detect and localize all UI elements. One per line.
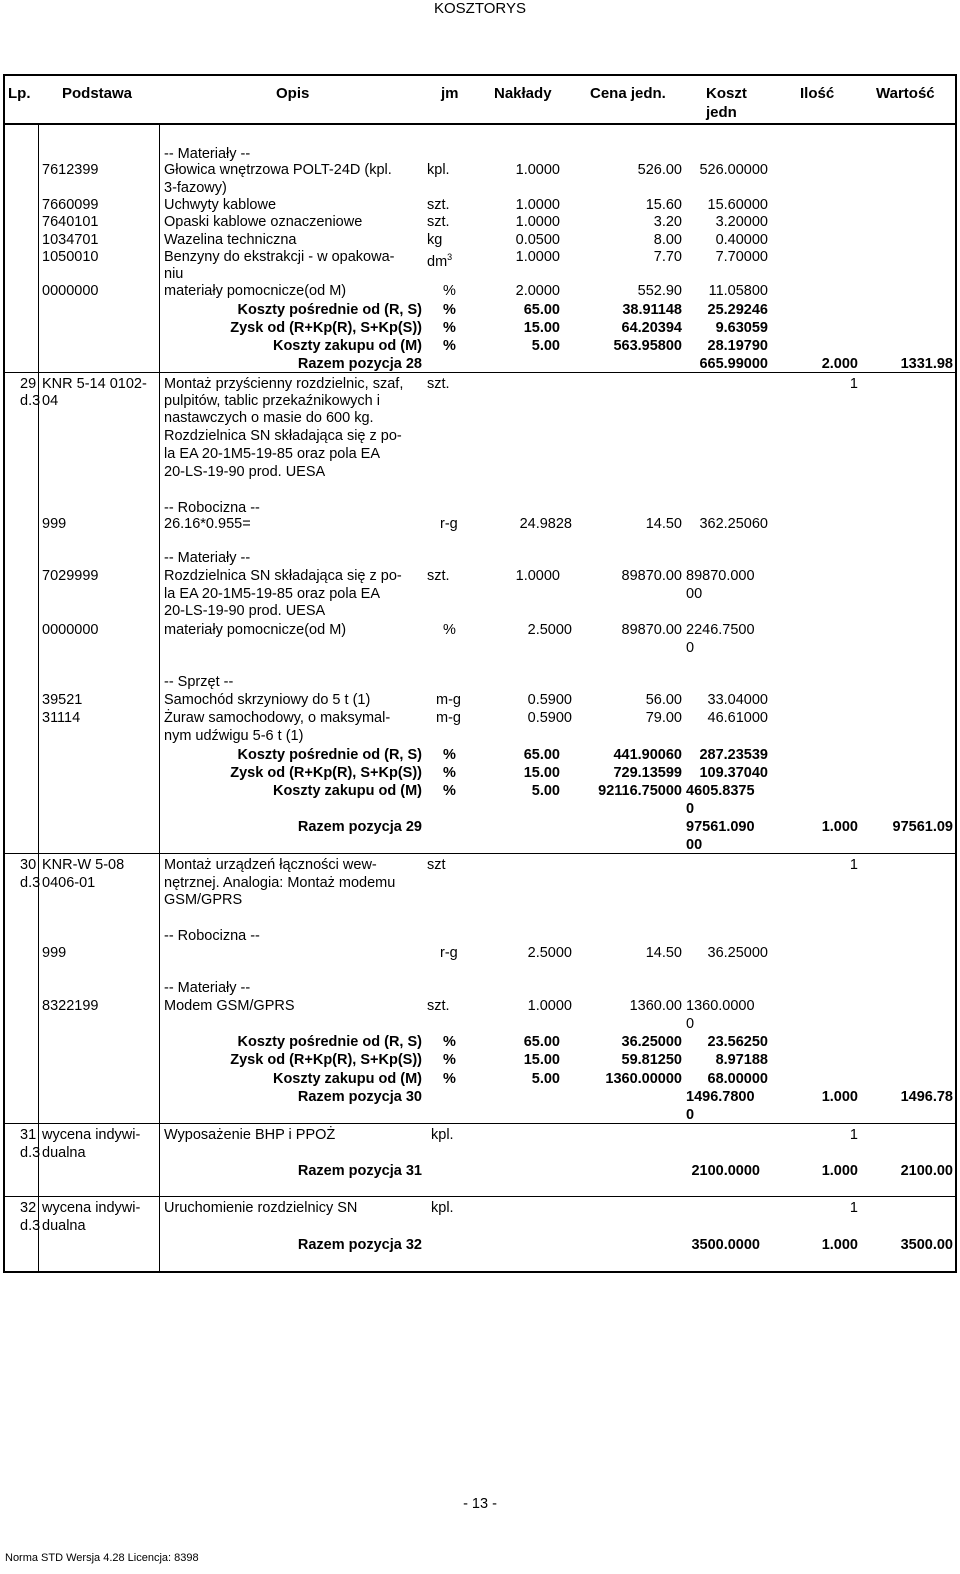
position-desc: Rozdzielnica SN składająca się z po- xyxy=(164,428,402,444)
summary-label: Zysk od (R+Kp(R), S+Kp(S)) xyxy=(230,1052,422,1068)
razem-koszt: 3500.0000 xyxy=(691,1237,760,1253)
row-naklady: 1.0000 xyxy=(515,197,560,213)
razem-ilosc: 2.000 xyxy=(821,356,858,372)
summary-koszt: 28.19790 xyxy=(707,338,768,354)
row-jm: szt. xyxy=(427,197,450,213)
summary-jm: % xyxy=(443,783,456,799)
summary-koszt: 25.29246 xyxy=(707,302,768,318)
row-naklady: 1.0000 xyxy=(515,249,560,265)
section-head-materialy: -- Materiały -- xyxy=(164,980,251,996)
row-koszt: 2246.7500 xyxy=(686,622,755,638)
row-cena: 89870.00 xyxy=(621,622,682,638)
position-desc: 20-LS-19-90 prod. UESA xyxy=(164,464,326,480)
summary-naklady: 15.00 xyxy=(523,765,560,781)
razem-wartosc: 3500.00 xyxy=(900,1237,953,1253)
row-cena: 1360.00 xyxy=(629,998,682,1014)
razem-wartosc: 1331.98 xyxy=(900,356,953,372)
position-desc: Montaż przyścienny rozdzielnic, szaf, xyxy=(164,376,404,392)
summary-cena: 1360.00000 xyxy=(605,1071,682,1087)
row-jm: m-g xyxy=(436,692,461,708)
summary-label: Koszty zakupu od (M) xyxy=(272,783,422,799)
row-koszt: 362.25060 xyxy=(699,516,768,532)
position-desc: GSM/GPRS xyxy=(164,892,243,908)
summary-label: Koszty pośrednie od (R, S) xyxy=(237,1034,422,1050)
header-opis: Opis xyxy=(276,85,310,102)
podstawa-code-cont: dualna xyxy=(42,1218,86,1234)
row-opis-cont: nym udźwigu 5-6 t (1) xyxy=(164,728,304,744)
row-jm: r-g xyxy=(440,516,458,532)
row-cena: 89870.00 xyxy=(621,568,682,584)
razem-ilosc: 1.000 xyxy=(821,819,858,835)
row-code: 7660099 xyxy=(42,197,99,213)
row-cena: 56.00 xyxy=(645,692,682,708)
row-naklady: 0.5900 xyxy=(527,710,572,726)
summary-naklady: 15.00 xyxy=(523,320,560,336)
row-opis: Uchwyty kablowe xyxy=(164,197,277,213)
row-koszt: 526.00000 xyxy=(699,162,768,178)
row-cena: 15.60 xyxy=(645,197,682,213)
row-jm: szt. xyxy=(427,214,450,230)
summary-cena: 441.90060 xyxy=(613,747,682,763)
podstawa-code-cont: 04 xyxy=(42,393,59,409)
summary-naklady: 5.00 xyxy=(531,783,560,799)
header-naklady: Nakłady xyxy=(494,85,552,102)
row-opis: Opaski kablowe oznaczeniowe xyxy=(164,214,363,230)
summary-koszt: 8.97188 xyxy=(715,1052,768,1068)
footer-license: Norma STD Wersja 4.28 Licencja: 8398 xyxy=(5,1552,199,1564)
row-naklady: 1.0000 xyxy=(515,214,560,230)
lp-suffix: d.3 xyxy=(20,1218,41,1234)
row-opis: 26.16*0.955= xyxy=(164,516,251,532)
razem-koszt: 97561.090 xyxy=(686,819,755,835)
row-koszt: 7.70000 xyxy=(715,249,768,265)
podstawa-code: KNR-W 5-08 xyxy=(42,857,125,873)
header-koszt: Koszt xyxy=(706,85,747,102)
row-koszt-cont: 0 xyxy=(686,1016,695,1032)
position-desc: nastawczych o masie do 600 kg. xyxy=(164,410,374,426)
summary-cena: 64.20394 xyxy=(621,320,682,336)
position-jm: kpl. xyxy=(431,1127,454,1143)
position-divider xyxy=(3,1196,957,1197)
header-wartosc: Wartość xyxy=(876,85,935,102)
row-koszt: 36.25000 xyxy=(707,945,768,961)
podstawa-code-cont: dualna xyxy=(42,1145,86,1161)
row-naklady: 2.0000 xyxy=(515,283,560,299)
summary-jm: % xyxy=(443,765,456,781)
lp-suffix: d.3 xyxy=(20,875,41,891)
summary-koszt: 68.00000 xyxy=(707,1071,768,1087)
position-desc: pulpitów, tablic przekaźnikowych i xyxy=(164,393,380,409)
position-jm: szt xyxy=(427,857,446,873)
razem-ilosc: 1.000 xyxy=(821,1237,858,1253)
row-opis: Głowica wnętrzowa POLT-24D (kpl. xyxy=(164,162,392,178)
table-left-border xyxy=(3,74,5,1272)
table-top-border xyxy=(3,74,957,76)
razem-label: Razem pozycja 29 xyxy=(297,819,422,835)
row-koszt-cont: 0 xyxy=(686,640,695,656)
row-naklady: 1.0000 xyxy=(515,568,560,584)
row-koszt-cont: 00 xyxy=(686,586,703,602)
row-code: 1034701 xyxy=(42,232,99,248)
summary-naklady: 65.00 xyxy=(523,302,560,318)
razem-koszt: 2100.0000 xyxy=(691,1163,760,1179)
podstawa-code-cont: 0406-01 xyxy=(42,875,96,891)
summary-naklady: 65.00 xyxy=(523,1034,560,1050)
summary-koszt: 287.23539 xyxy=(699,747,768,763)
row-naklady: 0.0500 xyxy=(515,232,560,248)
row-opis-cont: 3-fazowy) xyxy=(164,180,227,196)
row-code: 31114 xyxy=(42,710,81,726)
razem-label: Razem pozycja 28 xyxy=(297,356,422,372)
row-naklady: 2.5000 xyxy=(527,622,572,638)
lp-number: 29 xyxy=(20,376,37,392)
position-desc: Wyposażenie BHP i PPOŻ xyxy=(164,1127,336,1143)
position-divider xyxy=(3,1123,957,1124)
razem-wartosc: 97561.09 xyxy=(892,819,953,835)
razem-koszt-cont: 0 xyxy=(686,1107,695,1123)
table-bottom-border xyxy=(3,1271,957,1273)
position-desc: Montaż urządzeń łączności wew- xyxy=(164,857,377,873)
position-qty: 1 xyxy=(849,1127,858,1143)
col-divider-lp xyxy=(38,124,39,1272)
row-cena: 79.00 xyxy=(645,710,682,726)
header-cena: Cena jedn. xyxy=(590,85,666,102)
lp-number: 31 xyxy=(20,1127,37,1143)
razem-label: Razem pozycja 30 xyxy=(297,1089,422,1105)
row-opis-cont: la EA 20-1M5-19-85 oraz pola EA xyxy=(164,586,381,602)
row-jm: kpl. xyxy=(427,162,450,178)
row-opis: Samochód skrzyniowy do 5 t (1) xyxy=(164,692,371,708)
podstawa-code: KNR 5-14 0102- xyxy=(42,376,147,392)
razem-wartosc: 2100.00 xyxy=(900,1163,953,1179)
position-divider xyxy=(3,372,957,373)
header-podstawa: Podstawa xyxy=(62,85,133,102)
summary-koszt: 23.56250 xyxy=(707,1034,768,1050)
row-koszt: 15.60000 xyxy=(707,197,768,213)
summary-koszt: 4605.8375 xyxy=(686,783,755,799)
position-desc: la EA 20-1M5-19-85 oraz pola EA xyxy=(164,446,381,462)
row-jm: szt. xyxy=(427,568,450,584)
lp-suffix: d.3 xyxy=(20,1145,41,1161)
razem-koszt: 665.99000 xyxy=(699,356,768,372)
section-head-robocizna: -- Robocizna -- xyxy=(164,928,260,944)
summary-koszt-cont: 0 xyxy=(686,801,695,817)
position-jm: szt. xyxy=(427,376,450,392)
table-right-border xyxy=(955,74,957,1272)
row-code: 7029999 xyxy=(42,568,99,584)
row-code: 1050010 xyxy=(42,249,99,265)
summary-jm: % xyxy=(443,1034,456,1050)
row-koszt: 0.40000 xyxy=(715,232,768,248)
row-jm: % xyxy=(443,283,456,299)
razem-koszt-cont: 00 xyxy=(686,837,703,853)
summary-cena: 38.91148 xyxy=(622,302,682,318)
section-head-sprzet: -- Sprzęt -- xyxy=(164,674,234,690)
summary-label: Koszty zakupu od (M) xyxy=(272,338,422,354)
summary-jm: % xyxy=(443,1052,456,1068)
position-qty: 1 xyxy=(849,1200,858,1216)
row-naklady: 24.9828 xyxy=(519,516,572,532)
razem-label: Razem pozycja 32 xyxy=(297,1237,422,1253)
row-opis-cont: 20-LS-19-90 prod. UESA xyxy=(164,603,326,619)
section-head-robocizna: -- Robocizna -- xyxy=(164,500,260,516)
row-koszt: 3.20000 xyxy=(715,214,768,230)
summary-naklady: 5.00 xyxy=(531,1071,560,1087)
row-code: 7612399 xyxy=(42,162,99,178)
summary-naklady: 15.00 xyxy=(523,1052,560,1068)
position-divider xyxy=(3,853,957,854)
row-jm: m-g xyxy=(436,710,461,726)
summary-cena: 36.25000 xyxy=(621,1034,682,1050)
summary-cena: 729.13599 xyxy=(613,765,682,781)
row-jm: szt. xyxy=(427,998,450,1014)
razem-ilosc: 1.000 xyxy=(821,1089,858,1105)
row-naklady: 1.0000 xyxy=(515,162,560,178)
row-koszt: 89870.000 xyxy=(686,568,755,584)
row-cena: 14.50 xyxy=(645,945,682,961)
summary-jm: % xyxy=(443,302,456,318)
section-head-materialy: -- Materiały -- xyxy=(164,146,251,162)
summary-jm: % xyxy=(443,747,456,763)
summary-label: Zysk od (R+Kp(R), S+Kp(S)) xyxy=(230,765,422,781)
summary-label: Zysk od (R+Kp(R), S+Kp(S)) xyxy=(230,320,422,336)
summary-cena: 92116.75000 xyxy=(598,783,682,799)
summary-jm: % xyxy=(443,338,456,354)
lp-number: 32 xyxy=(20,1200,37,1216)
page-title: KOSZTORYS xyxy=(434,0,526,17)
header-lp: Lp. xyxy=(8,85,31,102)
summary-naklady: 5.00 xyxy=(531,338,560,354)
row-cena: 8.00 xyxy=(653,232,682,248)
summary-label: Koszty pośrednie od (R, S) xyxy=(237,302,422,318)
row-opis: materiały pomocnicze(od M) xyxy=(164,283,347,299)
summary-cena: 563.95800 xyxy=(613,338,682,354)
header-ilosc: Ilość xyxy=(800,85,835,102)
summary-naklady: 65.00 xyxy=(523,747,560,763)
position-qty: 1 xyxy=(849,857,858,873)
row-naklady: 0.5900 xyxy=(527,692,572,708)
row-code: 999 xyxy=(42,516,67,532)
row-koszt: 33.04000 xyxy=(707,692,768,708)
summary-label: Koszty pośrednie od (R, S) xyxy=(237,747,422,763)
page-number: - 13 - xyxy=(463,1496,497,1512)
row-cena: 526.00 xyxy=(637,162,682,178)
podstawa-code: wycena indywi- xyxy=(42,1127,141,1143)
row-koszt: 1360.0000 xyxy=(686,998,755,1014)
podstawa-code: wycena indywi- xyxy=(42,1200,141,1216)
row-opis: Rozdzielnica SN składająca się z po- xyxy=(164,568,402,584)
summary-koszt: 109.37040 xyxy=(699,765,768,781)
header-jm: jm xyxy=(441,85,459,102)
summary-label: Koszty zakupu od (M) xyxy=(272,1071,422,1087)
header-bottom-border xyxy=(3,123,957,125)
row-cena: 3.20 xyxy=(653,214,682,230)
row-jm: r-g xyxy=(440,945,458,961)
row-opis: Modem GSM/GPRS xyxy=(164,998,295,1014)
position-desc: Uruchomienie rozdzielnicy SN xyxy=(164,1200,358,1216)
row-naklady: 1.0000 xyxy=(527,998,572,1014)
lp-number: 30 xyxy=(20,857,37,873)
summary-cena: 59.81250 xyxy=(621,1052,682,1068)
row-koszt: 11.05800 xyxy=(708,283,768,299)
row-cena: 14.50 xyxy=(645,516,682,532)
summary-koszt: 9.63059 xyxy=(715,320,768,336)
lp-suffix: d.3 xyxy=(20,393,41,409)
superscript: 3 xyxy=(447,252,453,262)
row-naklady: 2.5000 xyxy=(527,945,572,961)
row-code: 0000000 xyxy=(42,622,99,638)
summary-jm: % xyxy=(443,1071,456,1087)
row-jm: $dm^3$ xyxy=(427,252,453,270)
row-opis: Benzyny do ekstrakcji - w opakowa- xyxy=(164,249,395,265)
row-code: 0000000 xyxy=(42,283,99,299)
row-jm: % xyxy=(443,622,456,638)
row-opis: Wazelina techniczna xyxy=(164,232,297,248)
position-desc: nętrznej. Analogia: Montaż modemu xyxy=(164,875,396,891)
header-koszt-jedn: jedn xyxy=(706,104,737,121)
row-code: 39521 xyxy=(42,692,83,708)
position-qty: 1 xyxy=(849,376,858,392)
row-opis: materiały pomocnicze(od M) xyxy=(164,622,347,638)
row-koszt: 46.61000 xyxy=(707,710,768,726)
razem-koszt: 1496.7800 xyxy=(686,1089,755,1105)
row-cena: 552.90 xyxy=(637,283,682,299)
position-jm: kpl. xyxy=(431,1200,454,1216)
razem-wartosc: 1496.78 xyxy=(900,1089,953,1105)
razem-label: Razem pozycja 31 xyxy=(297,1163,422,1179)
row-code: 7640101 xyxy=(42,214,99,230)
row-jm: kg xyxy=(427,232,443,248)
summary-jm: % xyxy=(443,320,456,336)
row-code: 8322199 xyxy=(42,998,99,1014)
razem-ilosc: 1.000 xyxy=(821,1163,858,1179)
row-cena: 7.70 xyxy=(653,249,682,265)
row-opis-cont: niu xyxy=(164,266,184,282)
section-head-materialy: -- Materiały -- xyxy=(164,550,251,566)
row-code: 999 xyxy=(42,945,67,961)
row-opis: Żuraw samochodowy, o maksymal- xyxy=(164,710,391,726)
